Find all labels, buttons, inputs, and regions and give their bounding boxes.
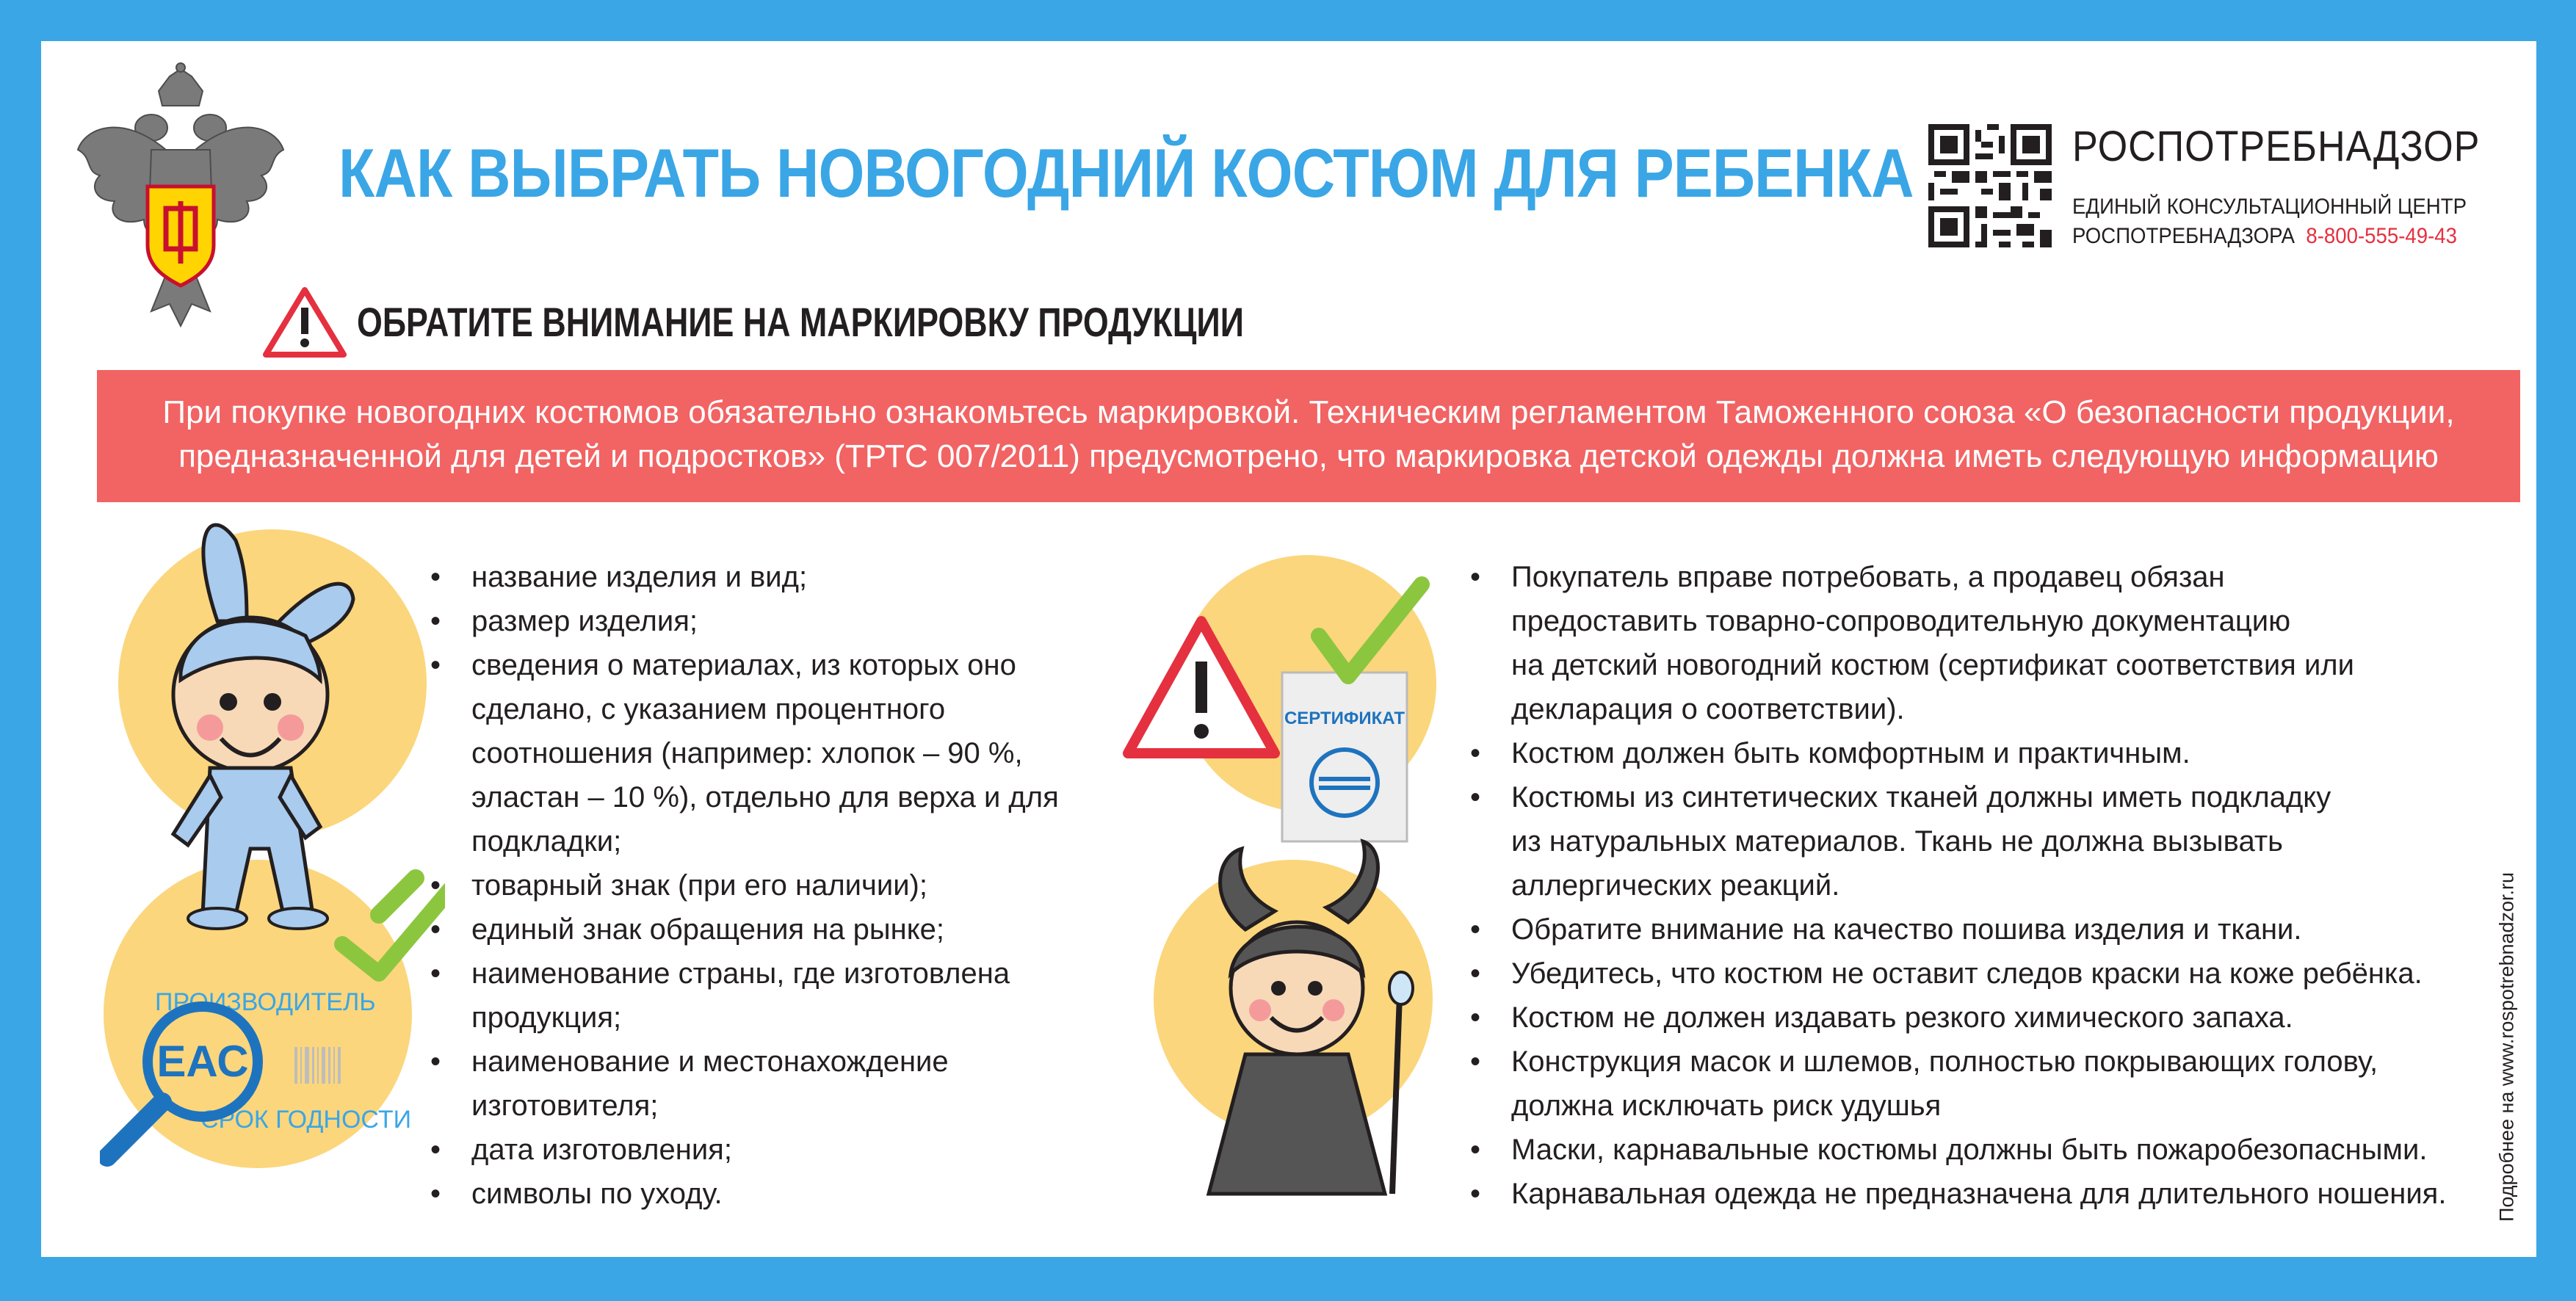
list-item: • Костюм должен быть комфортным и практичным. (1470, 731, 2513, 775)
list-item: • Маски, карнавальные костюмы должны быть пожаробезопасными. (1470, 1128, 2513, 1172)
list-item: • наименование и местонахождение изготовителя; (430, 1040, 1165, 1128)
hotline-phone[interactable]: 8-800-555-49-43 (2306, 224, 2458, 248)
list-item: • единый знак обращения на рынке; (430, 907, 1165, 952)
list-item: • размер изделия; (430, 599, 1165, 643)
attention-heading: ОБРАТИТЕ ВНИМАНИЕ НА МАРКИРОВКУ ПРОДУКЦИИ (357, 299, 1244, 345)
list-item: • Костюмы из синтетических тканей должны иметь подкладку из натуральных материалов. Ткань не должна вызывать аллергических реакций. (1470, 775, 2513, 907)
list-item: • символы по уходу. (430, 1172, 1165, 1216)
certificate-label: СЕРТИФИКАТ (1284, 709, 1405, 728)
list-item: • Карнавальная одежда не предназначена для длительного ношения. (1470, 1172, 2513, 1216)
eac-mark: ЕАС (156, 1037, 249, 1086)
marking-requirements-list (430, 555, 1165, 1216)
list-item: • Конструкция масок и шлемов, полностью покрывающих голову, должна исключать риск удушья (1470, 1040, 2513, 1128)
list-item: • наименование страны, где изготовлена продукция; (430, 952, 1165, 1040)
check-mark-icon (379, 878, 416, 915)
org-sub-line1: ЕДИНЫЙ КОНСУЛЬТАЦИОННЫЙ ЦЕНТР (2072, 195, 2467, 219)
list-item: • сведения о материалах, из которых оно сделано, с указанием процентного соотношения (например: хлопок – 90 %, эластан – 10 %), отдельно для верха и для подкладки; (430, 643, 1165, 863)
qr-code-icon (1928, 124, 2052, 247)
side-url-note (2492, 849, 2522, 1245)
info-band-line2: предназначенной для детей и подростков» (ТРТС 007/2011) предусмотрено, что маркировка детской одежды должна иметь следующую информацию (178, 438, 2439, 474)
side-url-text[interactable]: Подробнее на www.rospotrebnadzor.ru (2495, 871, 2518, 1222)
list-item: • дата изготовления; (430, 1128, 1165, 1172)
info-band (97, 370, 2520, 502)
buyer-advice-list (1470, 555, 2513, 1216)
list-item: • товарный знак (при его наличии); (430, 863, 1165, 907)
page-title: КАК ВЫБРАТЬ НОВОГОДНИЙ КОСТЮМ ДЛЯ РЕБЕНКА (339, 134, 1914, 211)
producer-label: ПРОИЗВОДИТЕЛЬ (155, 988, 376, 1016)
left-illustrations (100, 504, 445, 1238)
info-band-line1: При покупке новогодних костюмов обязательно ознакомьтесь маркировкой. Техническим регламентом Таможенного союза «О безопасности продукции, (162, 394, 2455, 430)
org-name: РОСПОТРЕБНАДЗОР (2072, 123, 2481, 170)
list-item: • Обратите внимание на качество пошива изделия и ткани. (1470, 907, 2513, 952)
list-item: • название изделия и вид; (430, 555, 1165, 599)
barcode-icon (294, 1047, 341, 1084)
warning-triangle-icon (261, 286, 348, 359)
certificate-icon (1282, 673, 1407, 841)
org-contact-block (2072, 192, 2467, 251)
poster (41, 41, 2536, 1257)
list-item: • Убедитесь, что костюм не оставит следов краски на коже ребёнка. (1470, 952, 2513, 996)
list-item: • Костюм не должен издавать резкого химического запаха. (1470, 996, 2513, 1040)
list-item: • Покупатель вправе потребовать, а продавец обязан предоставить товарно-сопроводительную документацию на детский новогодний костюм (сертификат соответствия или декларация о соответствии). (1470, 555, 2513, 731)
org-sub-line2: РОСПОТРЕБНАДЗОРА (2072, 224, 2295, 248)
expiry-label: СРОК ГОДНОСТИ (200, 1106, 412, 1134)
